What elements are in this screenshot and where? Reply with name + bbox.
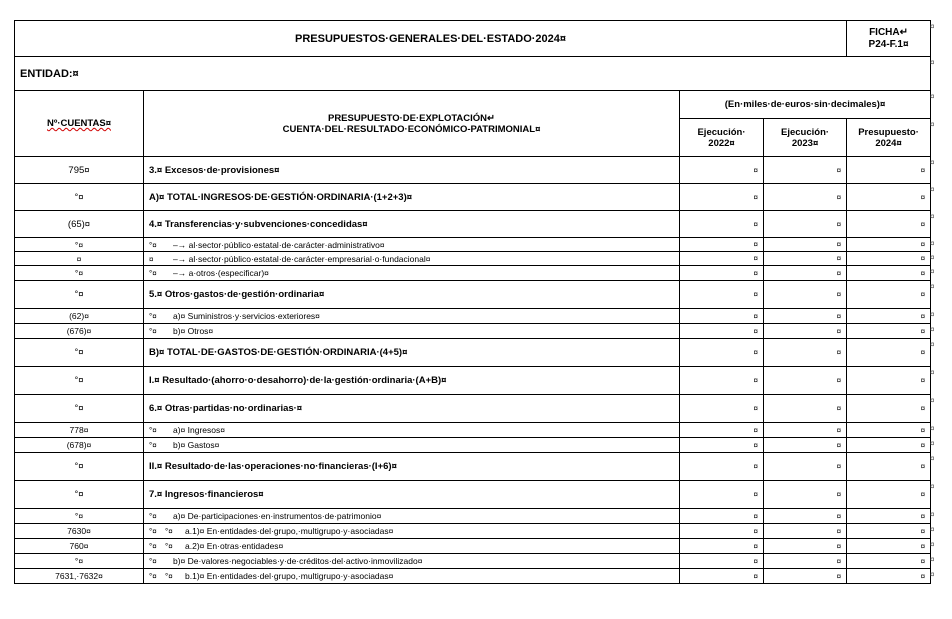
concept-label: a)¤ De·participaciones·en·instrumentos·de·patrimonio¤ xyxy=(173,511,382,521)
tab-mark: °¤ xyxy=(149,269,157,278)
row-end-mark: ¤ xyxy=(930,367,935,377)
ejecucion-2022-cell[interactable]: ¤ xyxy=(680,252,764,266)
account-number-cell[interactable]: °¤ xyxy=(15,238,144,252)
col-header-ejecucion-2023-line2: 2023¤ xyxy=(791,137,819,149)
row-end-mark: ¤ xyxy=(930,438,935,448)
ejecucion-2022-cell[interactable]: ¤ xyxy=(680,539,764,554)
tab-mark: ¤ xyxy=(149,254,154,264)
ejecucion-2023-cell[interactable]: ¤ xyxy=(764,524,847,539)
concept-cell xyxy=(144,281,680,309)
table-row xyxy=(15,309,931,324)
concept-cell xyxy=(144,184,680,211)
ejecucion-2023-cell[interactable]: ¤ xyxy=(764,339,847,367)
tab-mark: °¤ xyxy=(149,527,157,536)
presupuesto-2024-cell[interactable]: ¤ xyxy=(847,453,931,481)
ejecucion-2023-cell[interactable]: ¤ xyxy=(764,252,847,266)
table-row xyxy=(15,339,931,367)
row-end-mark: ¤ xyxy=(930,481,935,491)
ejecucion-2022-cell[interactable]: ¤ xyxy=(680,339,764,367)
concept-cell xyxy=(144,539,680,554)
row-end-mark: ¤ xyxy=(930,509,935,519)
col-header-ejecucion-2022-line2: 2022¤ xyxy=(708,137,735,149)
concept-label: b)¤ Otros¤ xyxy=(173,326,214,336)
ejecucion-2023-cell[interactable]: ¤ xyxy=(764,211,847,238)
row-end-mark: ¤ xyxy=(930,211,935,221)
concept-label: 7.¤ Ingresos·financieros¤ xyxy=(149,489,264,500)
col-header-ejecucion-2023 xyxy=(764,119,847,157)
account-number-cell[interactable]: °¤ xyxy=(15,554,144,569)
concept-cell xyxy=(144,157,680,184)
concept-label: a.2)¤ En·otras·entidades¤ xyxy=(185,541,284,551)
ejecucion-2023-cell[interactable]: ¤ xyxy=(764,266,847,281)
ejecucion-2022-cell[interactable]: ¤ xyxy=(680,423,764,438)
presupuesto-2024-cell[interactable]: ¤ xyxy=(847,509,931,524)
row-end-mark: ¤ xyxy=(930,524,935,534)
row-end-mark: ¤ xyxy=(930,395,935,405)
concept-label: 5.¤ Otros·gastos·de·gestión·ordinaria¤ xyxy=(149,289,325,300)
row-end-mark: ¤ xyxy=(930,252,935,262)
concept-cell xyxy=(144,339,680,367)
presupuesto-2024-cell[interactable]: ¤ xyxy=(847,569,931,584)
presupuesto-2024-cell[interactable]: ¤ xyxy=(847,252,931,266)
concept-label: 3.¤ Excesos·de·provisiones¤ xyxy=(149,164,280,176)
tab-mark: °¤ xyxy=(149,557,157,566)
concept-label: 4.¤ Transferencias·y·subvenciones·concedidas¤ xyxy=(149,218,368,230)
ejecucion-2023-cell[interactable]: ¤ xyxy=(764,509,847,524)
ejecucion-2023-cell[interactable]: ¤ xyxy=(764,539,847,554)
tab-mark: °¤ xyxy=(149,327,157,336)
presupuesto-2024-cell[interactable]: ¤ xyxy=(847,339,931,367)
concept-cell xyxy=(144,423,680,438)
budget-table xyxy=(14,20,931,584)
concept-label: –→ al·sector·público·estatal·de·carácter·empresarial·o·fundacional¤ xyxy=(173,253,431,264)
tab-mark: °¤ xyxy=(149,312,157,321)
ejecucion-2023-cell[interactable]: ¤ xyxy=(764,324,847,339)
presupuesto-2024-cell[interactable]: ¤ xyxy=(847,554,931,569)
concept-cell xyxy=(144,554,680,569)
concept-cell xyxy=(144,481,680,509)
ejecucion-2022-cell[interactable]: ¤ xyxy=(680,481,764,509)
concept-cell xyxy=(144,367,680,395)
table-row xyxy=(15,438,931,453)
tab-mark: °¤ xyxy=(149,572,157,581)
ejecucion-2022-cell[interactable]: ¤ xyxy=(680,157,764,184)
concept-label: b)¤ Gastos¤ xyxy=(173,440,220,450)
col-header-ejecucion-2023-line1: Ejecución· xyxy=(781,126,830,138)
ficha-label: FICHA↵ xyxy=(869,26,909,38)
account-number-cell[interactable]: 778¤ xyxy=(15,423,144,438)
account-number-cell[interactable]: °¤ xyxy=(15,184,144,211)
col-header-units: (En·miles·de·euros·sin·decimales)¤ xyxy=(680,91,931,119)
account-number-cell[interactable]: °¤ xyxy=(15,453,144,481)
ejecucion-2023-cell[interactable]: ¤ xyxy=(764,569,847,584)
tab-mark: °¤ xyxy=(149,512,157,521)
ejecucion-2023-cell[interactable]: ¤ xyxy=(764,238,847,252)
table-row xyxy=(15,509,931,524)
col-header-cuentas-label: Nº·CUENTAS¤ xyxy=(47,118,111,129)
table-row xyxy=(15,367,931,395)
table-row xyxy=(15,157,931,184)
ejecucion-2023-cell[interactable]: ¤ xyxy=(764,157,847,184)
row-end-mark: ¤ xyxy=(930,91,935,101)
col-header-concepto xyxy=(144,91,680,157)
ejecucion-2023-cell[interactable]: ¤ xyxy=(764,481,847,509)
ejecucion-2022-cell[interactable]: ¤ xyxy=(680,324,764,339)
row-end-mark: ¤ xyxy=(930,184,935,194)
ejecucion-2022-cell[interactable]: ¤ xyxy=(680,395,764,423)
concept-label: b)¤ De·valores·negociables·y·de·créditos·del·activo·inmovilizado¤ xyxy=(173,556,423,566)
concept-cell xyxy=(144,509,680,524)
tab-mark: °¤ xyxy=(149,441,157,450)
table-body xyxy=(15,157,931,584)
account-number-cell[interactable]: °¤ xyxy=(15,367,144,395)
account-number-cell[interactable]: °¤ xyxy=(15,395,144,423)
row-end-mark: ¤ xyxy=(930,157,935,167)
table-row xyxy=(15,524,931,539)
presupuesto-2024-cell[interactable]: ¤ xyxy=(847,438,931,453)
ejecucion-2023-cell[interactable]: ¤ xyxy=(764,281,847,309)
ejecucion-2023-cell[interactable]: ¤ xyxy=(764,184,847,211)
concept-label: A)¤ TOTAL·INGRESOS·DE·GESTIÓN·ORDINARIA·(1+2+3)¤ xyxy=(149,191,413,203)
ejecucion-2022-cell[interactable]: ¤ xyxy=(680,569,764,584)
row-end-mark: ¤ xyxy=(930,554,935,564)
presupuesto-2024-cell[interactable]: ¤ xyxy=(847,524,931,539)
concept-label: b.1)¤ En·entidades·del·grupo,·multigrupo·y·asociadas¤ xyxy=(185,571,394,581)
entidad-field[interactable]: ENTIDAD:¤ xyxy=(15,57,931,91)
presupuesto-2024-cell[interactable]: ¤ xyxy=(847,157,931,184)
tab-mark: °¤ xyxy=(165,572,173,581)
presupuesto-2024-cell[interactable]: ¤ xyxy=(847,395,931,423)
presupuesto-2024-cell[interactable]: ¤ xyxy=(847,367,931,395)
presupuesto-2024-cell[interactable]: ¤ xyxy=(847,184,931,211)
presupuesto-2024-cell[interactable]: ¤ xyxy=(847,238,931,252)
row-end-mark: ¤ xyxy=(930,423,935,433)
ejecucion-2022-cell[interactable]: ¤ xyxy=(680,281,764,309)
row-end-mark: ¤ xyxy=(930,309,935,319)
ficha-number: P24-F.1¤ xyxy=(868,38,909,50)
col-header-concepto-line2: CUENTA·DEL·RESULTADO·ECONÓMICO-PATRIMONIAL¤ xyxy=(282,123,541,135)
table-row xyxy=(15,252,931,266)
col-header-concepto-line1: PRESUPUESTO·DE·EXPLOTACIÓN↵ xyxy=(327,112,495,124)
table-row xyxy=(15,324,931,339)
tab-mark: °¤ xyxy=(149,542,157,551)
ejecucion-2022-cell[interactable]: ¤ xyxy=(680,453,764,481)
presupuesto-2024-cell[interactable]: ¤ xyxy=(847,539,931,554)
account-number-cell[interactable]: ¤ xyxy=(15,252,144,266)
account-number-cell[interactable]: 795¤ xyxy=(15,157,144,184)
tab-mark: °¤ xyxy=(149,426,157,435)
concept-cell xyxy=(144,252,680,266)
ejecucion-2022-cell[interactable]: ¤ xyxy=(680,184,764,211)
budget-form xyxy=(14,20,930,584)
presupuesto-2024-cell[interactable]: ¤ xyxy=(847,281,931,309)
ejecucion-2023-cell[interactable]: ¤ xyxy=(764,395,847,423)
concept-label: –→ al·sector·público·estatal·de·carácter·administrativo¤ xyxy=(173,239,385,250)
account-number-cell[interactable]: 7630¤ xyxy=(15,524,144,539)
ejecucion-2022-cell[interactable]: ¤ xyxy=(680,438,764,453)
table-row xyxy=(15,539,931,554)
concept-cell xyxy=(144,453,680,481)
ejecucion-2022-cell[interactable]: ¤ xyxy=(680,367,764,395)
presupuesto-2024-cell[interactable]: ¤ xyxy=(847,266,931,281)
row-end-mark: ¤ xyxy=(930,569,935,579)
ejecucion-2023-cell[interactable]: ¤ xyxy=(764,554,847,569)
col-header-presupuesto-2024 xyxy=(847,119,931,157)
presupuesto-2024-cell[interactable]: ¤ xyxy=(847,481,931,509)
concept-label: 6.¤ Otras·partidas·no·ordinarias·¤ xyxy=(149,403,303,414)
ejecucion-2022-cell[interactable]: ¤ xyxy=(680,509,764,524)
table-row xyxy=(15,395,931,423)
concept-cell xyxy=(144,524,680,539)
ejecucion-2022-cell[interactable]: ¤ xyxy=(680,266,764,281)
row-end-mark: ¤ xyxy=(930,539,935,549)
account-number-cell[interactable]: °¤ xyxy=(15,281,144,309)
col-header-cuentas xyxy=(15,91,144,157)
account-number-cell[interactable]: °¤ xyxy=(15,266,144,281)
concept-cell xyxy=(144,266,680,281)
ejecucion-2022-cell[interactable]: ¤ xyxy=(680,238,764,252)
concept-label: I.¤ Resultado·(ahorro·o·desahorro)·de·la·gestión·ordinaria·(A+B)¤ xyxy=(149,375,447,386)
table-row xyxy=(15,281,931,309)
concept-label: II.¤ Resultado·de·las·operaciones·no·financieras·(I+6)¤ xyxy=(149,461,397,472)
table-row xyxy=(15,481,931,509)
row-end-mark: ¤ xyxy=(930,339,935,349)
row-end-mark: ¤ xyxy=(930,238,935,248)
row-end-mark: ¤ xyxy=(930,21,935,31)
row-end-mark: ¤ xyxy=(930,453,935,463)
table-row xyxy=(15,266,931,281)
ejecucion-2023-cell[interactable]: ¤ xyxy=(764,367,847,395)
tab-mark: °¤ xyxy=(165,542,173,551)
row-end-mark: ¤ xyxy=(930,266,935,276)
ejecucion-2022-cell[interactable]: ¤ xyxy=(680,524,764,539)
col-header-ejecucion-2022 xyxy=(680,119,764,157)
account-number-cell[interactable]: °¤ xyxy=(15,339,144,367)
concept-label: B)¤ TOTAL·DE·GASTOS·DE·GESTIÓN·ORDINARIA·(4+5)¤ xyxy=(149,347,408,358)
concept-label: –→ a·otros·(especificar)¤ xyxy=(173,268,269,278)
account-number-cell[interactable]: (65)¤ xyxy=(15,211,144,238)
row-end-mark: ¤ xyxy=(930,324,935,334)
ejecucion-2023-cell[interactable]: ¤ xyxy=(764,423,847,438)
ficha-code xyxy=(847,21,931,57)
tab-mark: °¤ xyxy=(165,527,173,536)
concept-cell xyxy=(144,438,680,453)
account-number-cell[interactable]: °¤ xyxy=(15,509,144,524)
row-end-mark: ¤ xyxy=(930,57,935,67)
page-title: PRESUPUESTOS·GENERALES·DEL·ESTADO·2024¤ xyxy=(15,21,847,57)
tab-mark: °¤ xyxy=(149,240,157,250)
account-number-cell[interactable]: 7631,·7632¤ xyxy=(15,569,144,584)
concept-cell xyxy=(144,309,680,324)
col-header-ejecucion-2022-line1: Ejecución· xyxy=(697,126,746,138)
presupuesto-2024-cell[interactable]: ¤ xyxy=(847,309,931,324)
concept-cell xyxy=(144,324,680,339)
table-row xyxy=(15,453,931,481)
table-row xyxy=(15,184,931,211)
concept-cell xyxy=(144,569,680,584)
ejecucion-2022-cell[interactable]: ¤ xyxy=(680,211,764,238)
concept-label: a)¤ Suministros·y·servicios·exteriores¤ xyxy=(173,311,320,321)
presupuesto-2024-cell[interactable]: ¤ xyxy=(847,211,931,238)
concept-label: a.1)¤ En·entidades·del·grupo,·multigrupo·y·asociadas¤ xyxy=(185,526,394,536)
account-number-cell[interactable]: °¤ xyxy=(15,481,144,509)
table-row xyxy=(15,423,931,438)
account-number-cell[interactable]: (62)¤ xyxy=(15,309,144,324)
account-number-cell[interactable]: (678)¤ xyxy=(15,438,144,453)
concept-label: a)¤ Ingresos¤ xyxy=(173,425,225,435)
col-header-presupuesto-2024-line2: 2024¤ xyxy=(875,137,902,149)
row-end-mark: ¤ xyxy=(930,281,935,291)
concept-cell xyxy=(144,238,680,252)
account-number-cell[interactable]: 760¤ xyxy=(15,539,144,554)
concept-cell xyxy=(144,395,680,423)
table-row xyxy=(15,211,931,238)
table-row xyxy=(15,569,931,584)
table-row xyxy=(15,238,931,252)
ejecucion-2023-cell[interactable]: ¤ xyxy=(764,438,847,453)
presupuesto-2024-cell[interactable]: ¤ xyxy=(847,324,931,339)
presupuesto-2024-cell[interactable]: ¤ xyxy=(847,423,931,438)
concept-cell xyxy=(144,211,680,238)
ejecucion-2022-cell[interactable]: ¤ xyxy=(680,309,764,324)
col-header-presupuesto-2024-line1: Presupuesto· xyxy=(858,126,919,138)
ejecucion-2022-cell[interactable]: ¤ xyxy=(680,554,764,569)
row-end-mark: ¤ xyxy=(930,119,935,129)
ejecucion-2023-cell[interactable]: ¤ xyxy=(764,453,847,481)
ejecucion-2023-cell[interactable]: ¤ xyxy=(764,309,847,324)
table-row xyxy=(15,554,931,569)
account-number-cell[interactable]: (676)¤ xyxy=(15,324,144,339)
